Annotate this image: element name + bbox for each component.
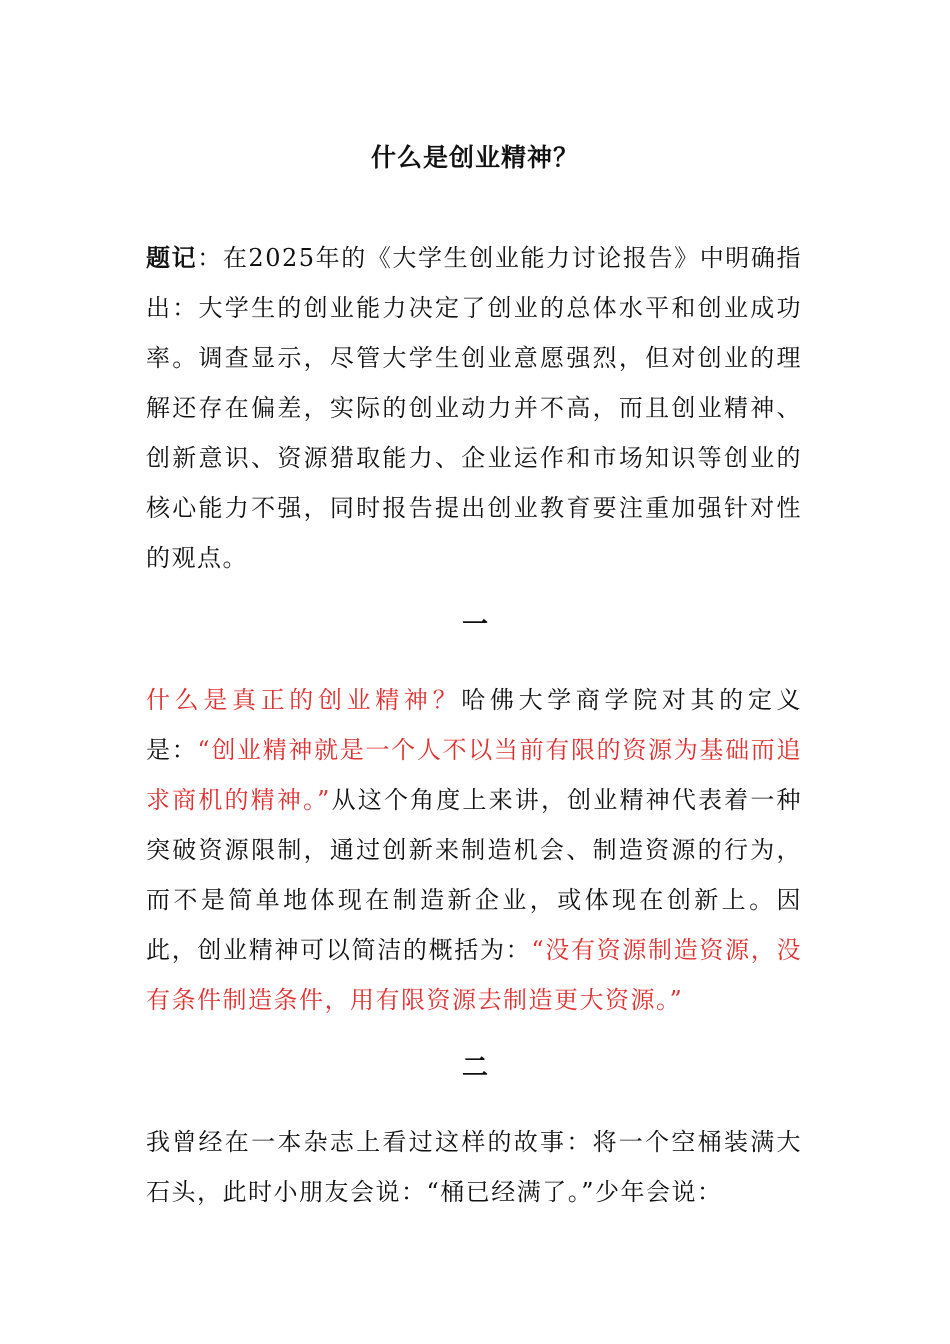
preface-label: 题记 [146,243,198,272]
section-two-paragraph [146,1117,802,1217]
preface-paragraph [146,233,802,583]
section-one-question: 什么是真正的创业精神？ [146,686,462,714]
section-one-heading: 一 [461,610,488,640]
section-two-heading: 二 [461,1053,488,1083]
section-one-lead: 哈佛大学商学院对其的定义是： [146,686,802,764]
preface-text: ：在2025年的《大学生创业能力讨论报告》中明确指出：大学生的创业能力决定了创业的总体水平和创业成功率。调查显示，尽管大学生创业意愿强烈，但对创业的理解还存在偏差，实际的创业动力并不高，而且创业精神、创新意识、资源猎取能力、企业运作和市场知识等创业的核心能力不强，同时报告提出创业教育要注重加强针对性的观点。 [146,244,803,572]
document-title: 什么是创业精神？ [370,143,579,172]
section-one-summary: “没有资源制造资源，没有条件制造条件，用有限资源去制造更大资源。” [146,936,803,1014]
section-two-text: 我曾经在一本杂志上看过这样的故事：将一个空桶装满大石头，此时小朋友会说：“桶已经满了。”少年会说： [146,1128,802,1206]
section-one-quote: “创业精神就是一个人不以当前有限的资源为基础而追求商机的精神。” [146,736,802,814]
section-one-paragraph [146,675,802,1025]
section-one-body: 从这个角度上来讲，创业精神代表着一种突破资源限制，通过创新来制造机会、制造资源的行为，而不是简单地体现在制造新企业，或体现在创新上。因此，创业精神可以简洁的概括为： [146,786,802,964]
